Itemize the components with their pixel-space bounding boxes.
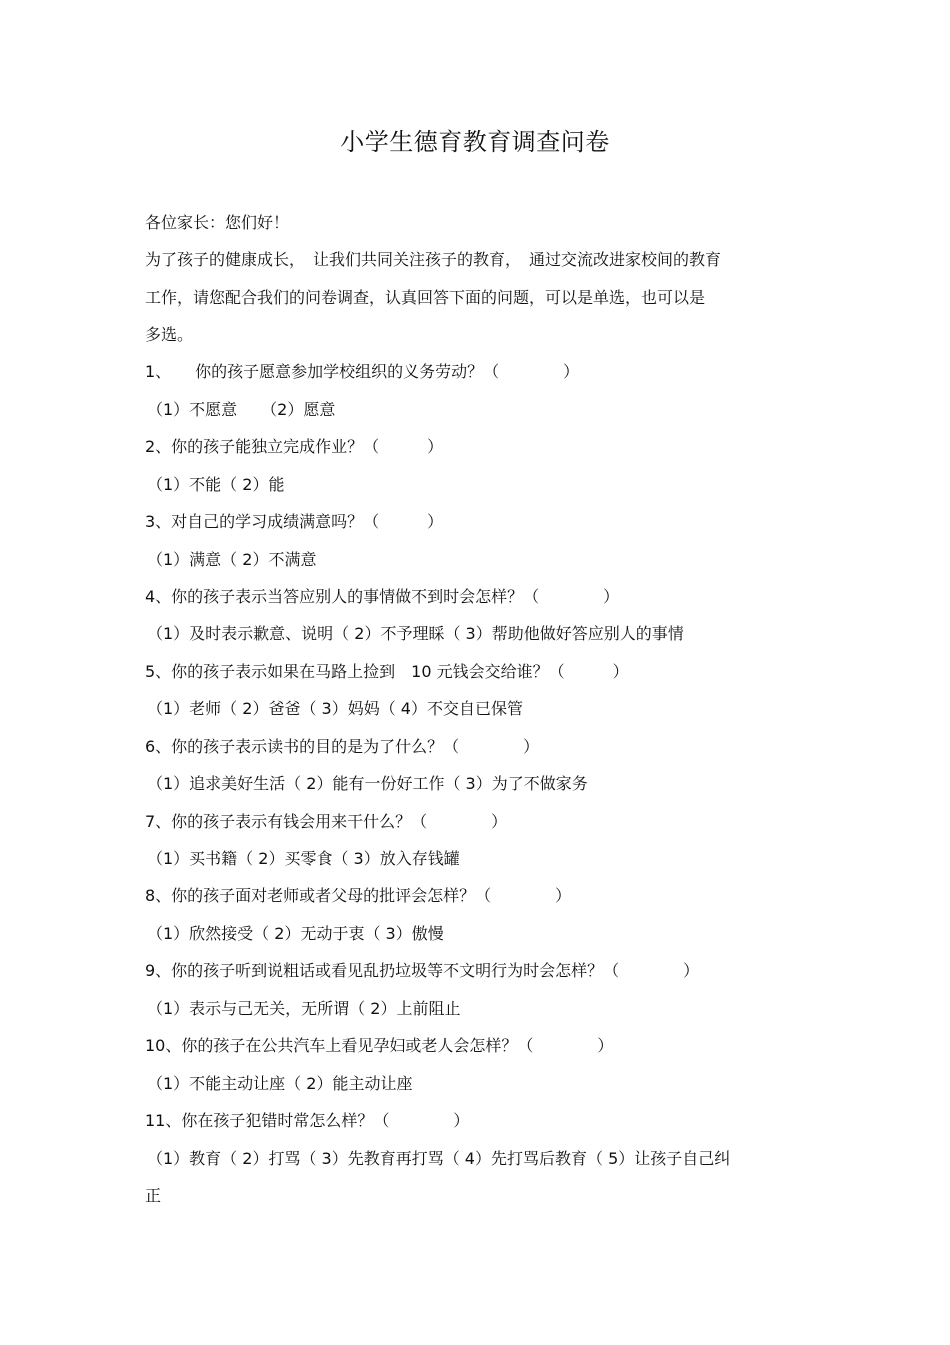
question-3: 3、对自己的学习成绩满意吗？（ ）: [145, 512, 444, 531]
question-2: 2、你的孩子能独立完成作业？（ ）: [145, 437, 444, 456]
question-4: 4、你的孩子表示当答应别人的事情做不到时会怎样？（ ）: [145, 587, 620, 606]
question-4-options: （1）及时表示歉意、说明（ 2）不予理睬（ 3）帮助他做好答应别人的事情: [147, 624, 684, 643]
question-7-options: （1）买书籍（ 2）买零食（ 3）放入存钱罐: [147, 849, 460, 868]
intro-line: 多选。: [145, 325, 194, 344]
intro-line: 工作，请您配合我们的问卷调查，认真回答下面的问题，可以是单选，也可以是: [145, 288, 706, 307]
question-8: 8、你的孩子面对老师或者父母的批评会怎样？（ ）: [145, 886, 572, 905]
question-6-options: （1）追求美好生活（ 2）能有一份好工作（ 3）为了不做家务: [147, 774, 588, 793]
question-6: 6、你的孩子表示读书的目的是为了什么？（ ）: [145, 737, 540, 756]
question-3-options: （1）满意（ 2）不满意: [147, 550, 317, 569]
question-1-options: （1）不愿意 （2）愿意: [147, 400, 336, 419]
question-2-options: （1）不能（ 2）能: [147, 475, 285, 494]
question-10-options: （1）不能主动让座（ 2）能主动让座: [147, 1074, 413, 1093]
intro-line: 为了孩子的健康成长， 让我们共同关注孩子的教育， 通过交流改进家校间的教育: [145, 250, 722, 269]
question-9: 9、你的孩子听到说粗话或看见乱扔垃圾等不文明行为时会怎样？（ ）: [145, 961, 700, 980]
question-10: 10、你的孩子在公共汽车上看见孕妇或老人会怎样？（ ）: [145, 1036, 614, 1055]
question-5: 5、你的孩子表示如果在马路上捡到 10 元钱会交给谁？（ ）: [145, 662, 629, 681]
question-11: 11、你在孩子犯错时常怎么样？（ ）: [145, 1111, 470, 1130]
question-8-options: （1）欣然接受（ 2）无动于衷（ 3）傲慢: [147, 924, 444, 943]
question-1: 1、 你的孩子愿意参加学校组织的义务劳动？（ ）: [145, 362, 580, 381]
question-7: 7、你的孩子表示有钱会用来干什么？（ ）: [145, 812, 508, 831]
question-9-options: （1）表示与己无关，无所谓（ 2）上前阻止: [147, 999, 461, 1018]
question-11-options-continued: 正: [145, 1186, 162, 1205]
greeting: 各位家长：您们好！: [145, 213, 290, 232]
question-5-options: （1）老师（ 2）爸爸（ 3）妈妈（ 4）不交自已保管: [147, 699, 523, 718]
question-11-options: （1）教育（ 2）打骂（ 3）先教育再打骂（ 4）先打骂后教育（ 5）让孩子自己纠: [147, 1149, 731, 1168]
page-title: 小学生德育教育调查问卷: [340, 128, 610, 156]
